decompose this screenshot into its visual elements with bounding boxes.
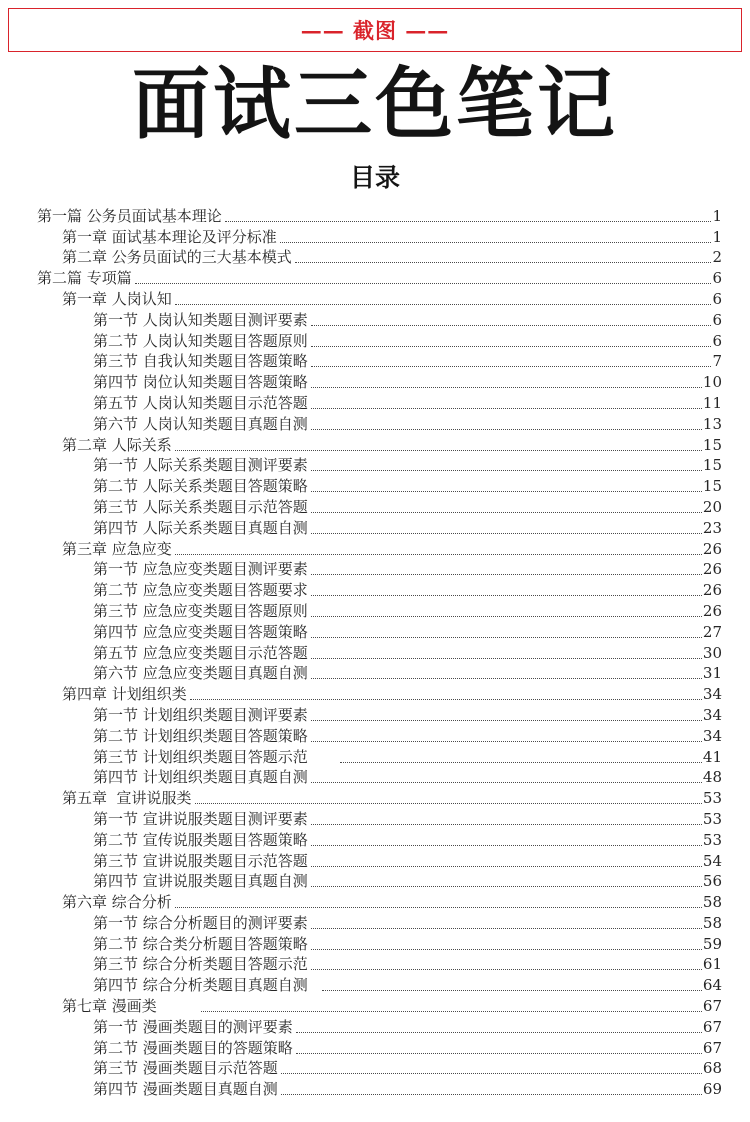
toc-leader-dots <box>195 803 702 804</box>
toc-entry-label: 第一节 计划组织类题目测评要素 <box>93 705 308 724</box>
toc-page-number: 7 <box>712 352 722 371</box>
toc-entry <box>37 267 722 288</box>
toc-leader-dots <box>201 1011 702 1012</box>
toc-leader-dots <box>175 304 712 305</box>
toc-entry-label: 第四节 计划组织类题目真题自测 <box>93 768 308 787</box>
toc-page-number: 61 <box>702 955 722 974</box>
toc-entry <box>37 954 722 975</box>
toc-entry <box>37 351 722 372</box>
toc-entry-label: 第四章 计划组织类 <box>62 685 187 704</box>
toc-entry-label: 第四节 漫画类题目真题自测 <box>93 1080 278 1099</box>
toc-entry-label: 第四节 人际关系类题目真题自测 <box>93 518 308 537</box>
toc-leader-dots <box>311 866 702 867</box>
toc-leader-dots <box>322 990 702 991</box>
toc-page-number: 34 <box>702 685 722 704</box>
toc-leader-dots <box>311 678 702 679</box>
toc-leader-dots <box>311 741 702 742</box>
toc-list <box>0 205 750 1099</box>
toc-page-number: 53 <box>702 809 722 828</box>
toc-entry-label: 第一章 面试基本理论及评分标准 <box>62 227 277 246</box>
toc-page-number: 10 <box>702 373 722 392</box>
toc-leader-dots <box>311 574 702 575</box>
toc-entry-label: 第三节 宣讲说服类题目示范答题 <box>93 851 308 870</box>
toc-leader-dots <box>296 1032 702 1033</box>
toc-entry <box>37 247 722 268</box>
toc-entry-label: 第二节 人岗认知类题目答题原则 <box>93 331 308 350</box>
toc-leader-dots <box>311 886 702 887</box>
toc-page-number: 6 <box>712 310 722 329</box>
toc-page-number: 6 <box>712 269 722 288</box>
toc-entry <box>37 871 722 892</box>
toc-entry-label: 第五章 宣讲说服类 <box>62 789 192 808</box>
toc-page-number: 13 <box>702 414 722 433</box>
toc-leader-dots <box>175 554 702 555</box>
toc-entry-label: 第二章 公务员面试的三大基本模式 <box>62 248 292 267</box>
toc-page-number: 30 <box>702 643 722 662</box>
toc-leader-dots <box>311 429 702 430</box>
toc-leader-dots <box>311 637 702 638</box>
toc-entry-label: 第四节 应急应变类题目答题策略 <box>93 622 308 641</box>
toc-entry <box>37 1016 722 1037</box>
toc-page-number: 26 <box>702 601 722 620</box>
toc-leader-dots <box>311 949 702 950</box>
toc-page-number: 6 <box>712 331 722 350</box>
toc-entry <box>37 808 722 829</box>
toc-page-number: 67 <box>702 997 722 1016</box>
toc-page-number: 20 <box>702 497 722 516</box>
toc-entry-label: 第三节 综合分析类题目答题示范 <box>93 955 308 974</box>
toc-entry-label: 第三节 自我认知类题目答题策略 <box>93 352 308 371</box>
toc-entry-label: 第二章 人际关系 <box>62 435 172 454</box>
toc-entry-label: 第二节 人际关系类题目答题策略 <box>93 477 308 496</box>
toc-leader-dots <box>311 470 702 471</box>
toc-leader-dots <box>311 387 702 388</box>
toc-leader-dots <box>281 1094 702 1095</box>
toc-entry <box>37 309 722 330</box>
toc-entry <box>37 787 722 808</box>
toc-leader-dots <box>311 346 712 347</box>
toc-entry <box>37 621 722 642</box>
toc-entry <box>37 1078 722 1099</box>
toc-entry-label: 第六节 人岗认知类题目真题自测 <box>93 414 308 433</box>
toc-leader-dots <box>311 616 702 617</box>
toc-entry-label: 第四节 综合分析类题目真题自测 <box>93 976 308 995</box>
toc-entry <box>37 517 722 538</box>
toc-page-number: 15 <box>702 435 722 454</box>
toc-entry <box>37 725 722 746</box>
toc-entry <box>37 850 722 871</box>
toc-page-number: 31 <box>702 664 722 683</box>
toc-entry <box>37 600 722 621</box>
toc-leader-dots <box>311 845 702 846</box>
toc-entry <box>37 475 722 496</box>
toc-page-number: 26 <box>702 560 722 579</box>
toc-entry-label: 第六章 综合分析 <box>62 893 172 912</box>
toc-entry-label: 第五节 人岗认知类题目示范答题 <box>93 393 308 412</box>
toc-entry <box>37 663 722 684</box>
toc-page-number: 58 <box>702 893 722 912</box>
toc-entry <box>37 205 722 226</box>
toc-page-number: 56 <box>702 872 722 891</box>
toc-entry-label: 第一节 综合分析题目的测评要素 <box>93 913 308 932</box>
toc-page-number: 58 <box>702 913 722 932</box>
toc-entry-label: 第二节 综合类分析题目答题策略 <box>93 934 308 953</box>
toc-leader-dots <box>311 969 702 970</box>
toc-entry-label: 第一章 人岗认知 <box>62 289 172 308</box>
toc-entry <box>37 392 722 413</box>
toc-leader-dots <box>281 1073 702 1074</box>
toc-leader-dots <box>311 512 702 513</box>
toc-entry-label: 第四节 岗位认知类题目答题策略 <box>93 373 308 392</box>
toc-page-number: 23 <box>702 518 722 537</box>
toc-entry-label: 第七章 漫画类 <box>62 997 157 1016</box>
toc-entry <box>37 642 722 663</box>
toc-entry <box>37 226 722 247</box>
toc-entry <box>37 704 722 725</box>
toc-page-number: 11 <box>702 393 722 412</box>
toc-page-number: 6 <box>712 289 722 308</box>
toc-leader-dots <box>295 262 712 263</box>
toc-entry <box>37 829 722 850</box>
toc-entry-label: 第六节 应急应变类题目真题自测 <box>93 664 308 683</box>
toc-entry-label: 第一节 人际关系类题目测评要素 <box>93 456 308 475</box>
toc-page-number: 41 <box>702 747 722 766</box>
toc-heading: 目录 <box>349 163 400 192</box>
toc-leader-dots <box>311 595 702 596</box>
toc-entry-label: 第一篇 公务员面试基本理论 <box>37 206 222 225</box>
toc-entry <box>37 288 722 309</box>
toc-entry-label: 第二节 宣传说服类题目答题策略 <box>93 830 308 849</box>
toc-entry-label: 第三章 应急应变 <box>62 539 172 558</box>
toc-entry <box>37 746 722 767</box>
toc-entry <box>37 912 722 933</box>
toc-leader-dots <box>311 325 712 326</box>
toc-leader-dots <box>311 366 712 367</box>
toc-entry <box>37 496 722 517</box>
toc-entry <box>37 1037 722 1058</box>
toc-page-number: 15 <box>702 456 722 475</box>
toc-entry-label: 第二篇 专项篇 <box>37 269 132 288</box>
toc-page-number: 69 <box>702 1080 722 1099</box>
toc-entry <box>37 559 722 580</box>
toc-page-number: 1 <box>712 227 722 246</box>
toc-page-number: 67 <box>702 1038 722 1057</box>
toc-page-number: 26 <box>702 539 722 558</box>
toc-leader-dots <box>311 408 702 409</box>
toc-entry-label: 第一节 宣讲说服类题目测评要素 <box>93 809 308 828</box>
toc-leader-dots <box>280 242 712 243</box>
toc-entry <box>37 455 722 476</box>
toc-leader-dots <box>311 782 702 783</box>
toc-entry <box>37 538 722 559</box>
toc-page-number: 2 <box>712 248 722 267</box>
toc-leader-dots <box>296 1053 702 1054</box>
toc-entry-label: 第二节 漫画类题目的答题策略 <box>93 1038 293 1057</box>
toc-leader-dots <box>311 720 702 721</box>
toc-page-number: 34 <box>702 705 722 724</box>
toc-entry <box>37 891 722 912</box>
toc-leader-dots <box>311 533 702 534</box>
toc-entry-label: 第五节 应急应变类题目示范答题 <box>93 643 308 662</box>
toc-page-number: 1 <box>712 206 722 225</box>
screenshot-banner <box>8 8 742 52</box>
toc-entry-label: 第三节 人际关系类题目示范答题 <box>93 497 308 516</box>
toc-leader-dots <box>135 283 712 284</box>
toc-entry <box>37 683 722 704</box>
toc-entry-label: 第三节 计划组织类题目答题示范 <box>93 747 308 766</box>
toc-leader-dots <box>340 762 702 763</box>
toc-entry <box>37 579 722 600</box>
toc-entry <box>37 995 722 1016</box>
toc-entry-label: 第一节 应急应变类题目测评要素 <box>93 560 308 579</box>
toc-entry <box>37 933 722 954</box>
toc-entry-label: 第三节 应急应变类题目答题原则 <box>93 601 308 620</box>
toc-leader-dots <box>311 491 702 492</box>
toc-entry <box>37 974 722 995</box>
toc-page-number: 27 <box>702 622 722 641</box>
toc-entry <box>37 767 722 788</box>
toc-entry-label: 第三节 漫画类题目示范答题 <box>93 1059 278 1078</box>
toc-leader-dots <box>190 699 702 700</box>
toc-page-number: 26 <box>702 581 722 600</box>
toc-entry-label: 第二节 计划组织类题目答题策略 <box>93 726 308 745</box>
toc-page-number: 53 <box>702 830 722 849</box>
toc-leader-dots <box>311 824 702 825</box>
toc-entry <box>37 371 722 392</box>
toc-entry <box>37 413 722 434</box>
toc-leader-dots <box>175 450 702 451</box>
toc-page-number: 53 <box>702 789 722 808</box>
toc-entry-label: 第一节 漫画类题目的测评要素 <box>93 1017 293 1036</box>
toc-page-number: 34 <box>702 726 722 745</box>
toc-entry-label: 第二节 应急应变类题目答题要求 <box>93 581 308 600</box>
toc-leader-dots <box>175 907 702 908</box>
toc-page-number: 67 <box>702 1017 722 1036</box>
toc-entry <box>37 434 722 455</box>
toc-page-number: 64 <box>702 976 722 995</box>
toc-entry-label: 第四节 宣讲说服类题目真题自测 <box>93 872 308 891</box>
toc-leader-dots <box>225 221 712 222</box>
document-title: 面试三色笔记 <box>131 59 618 150</box>
toc-page-number: 15 <box>702 477 722 496</box>
screenshot-banner-label: —— 截图 —— <box>300 18 450 43</box>
toc-leader-dots <box>311 928 702 929</box>
toc-entry <box>37 330 722 351</box>
toc-page-number: 48 <box>702 768 722 787</box>
toc-page-number: 68 <box>702 1059 722 1078</box>
toc-entry <box>37 1058 722 1079</box>
toc-page-number: 54 <box>702 851 722 870</box>
toc-page-number: 59 <box>702 934 722 953</box>
toc-entry-label: 第一节 人岗认知类题目测评要素 <box>93 310 308 329</box>
toc-leader-dots <box>311 658 702 659</box>
